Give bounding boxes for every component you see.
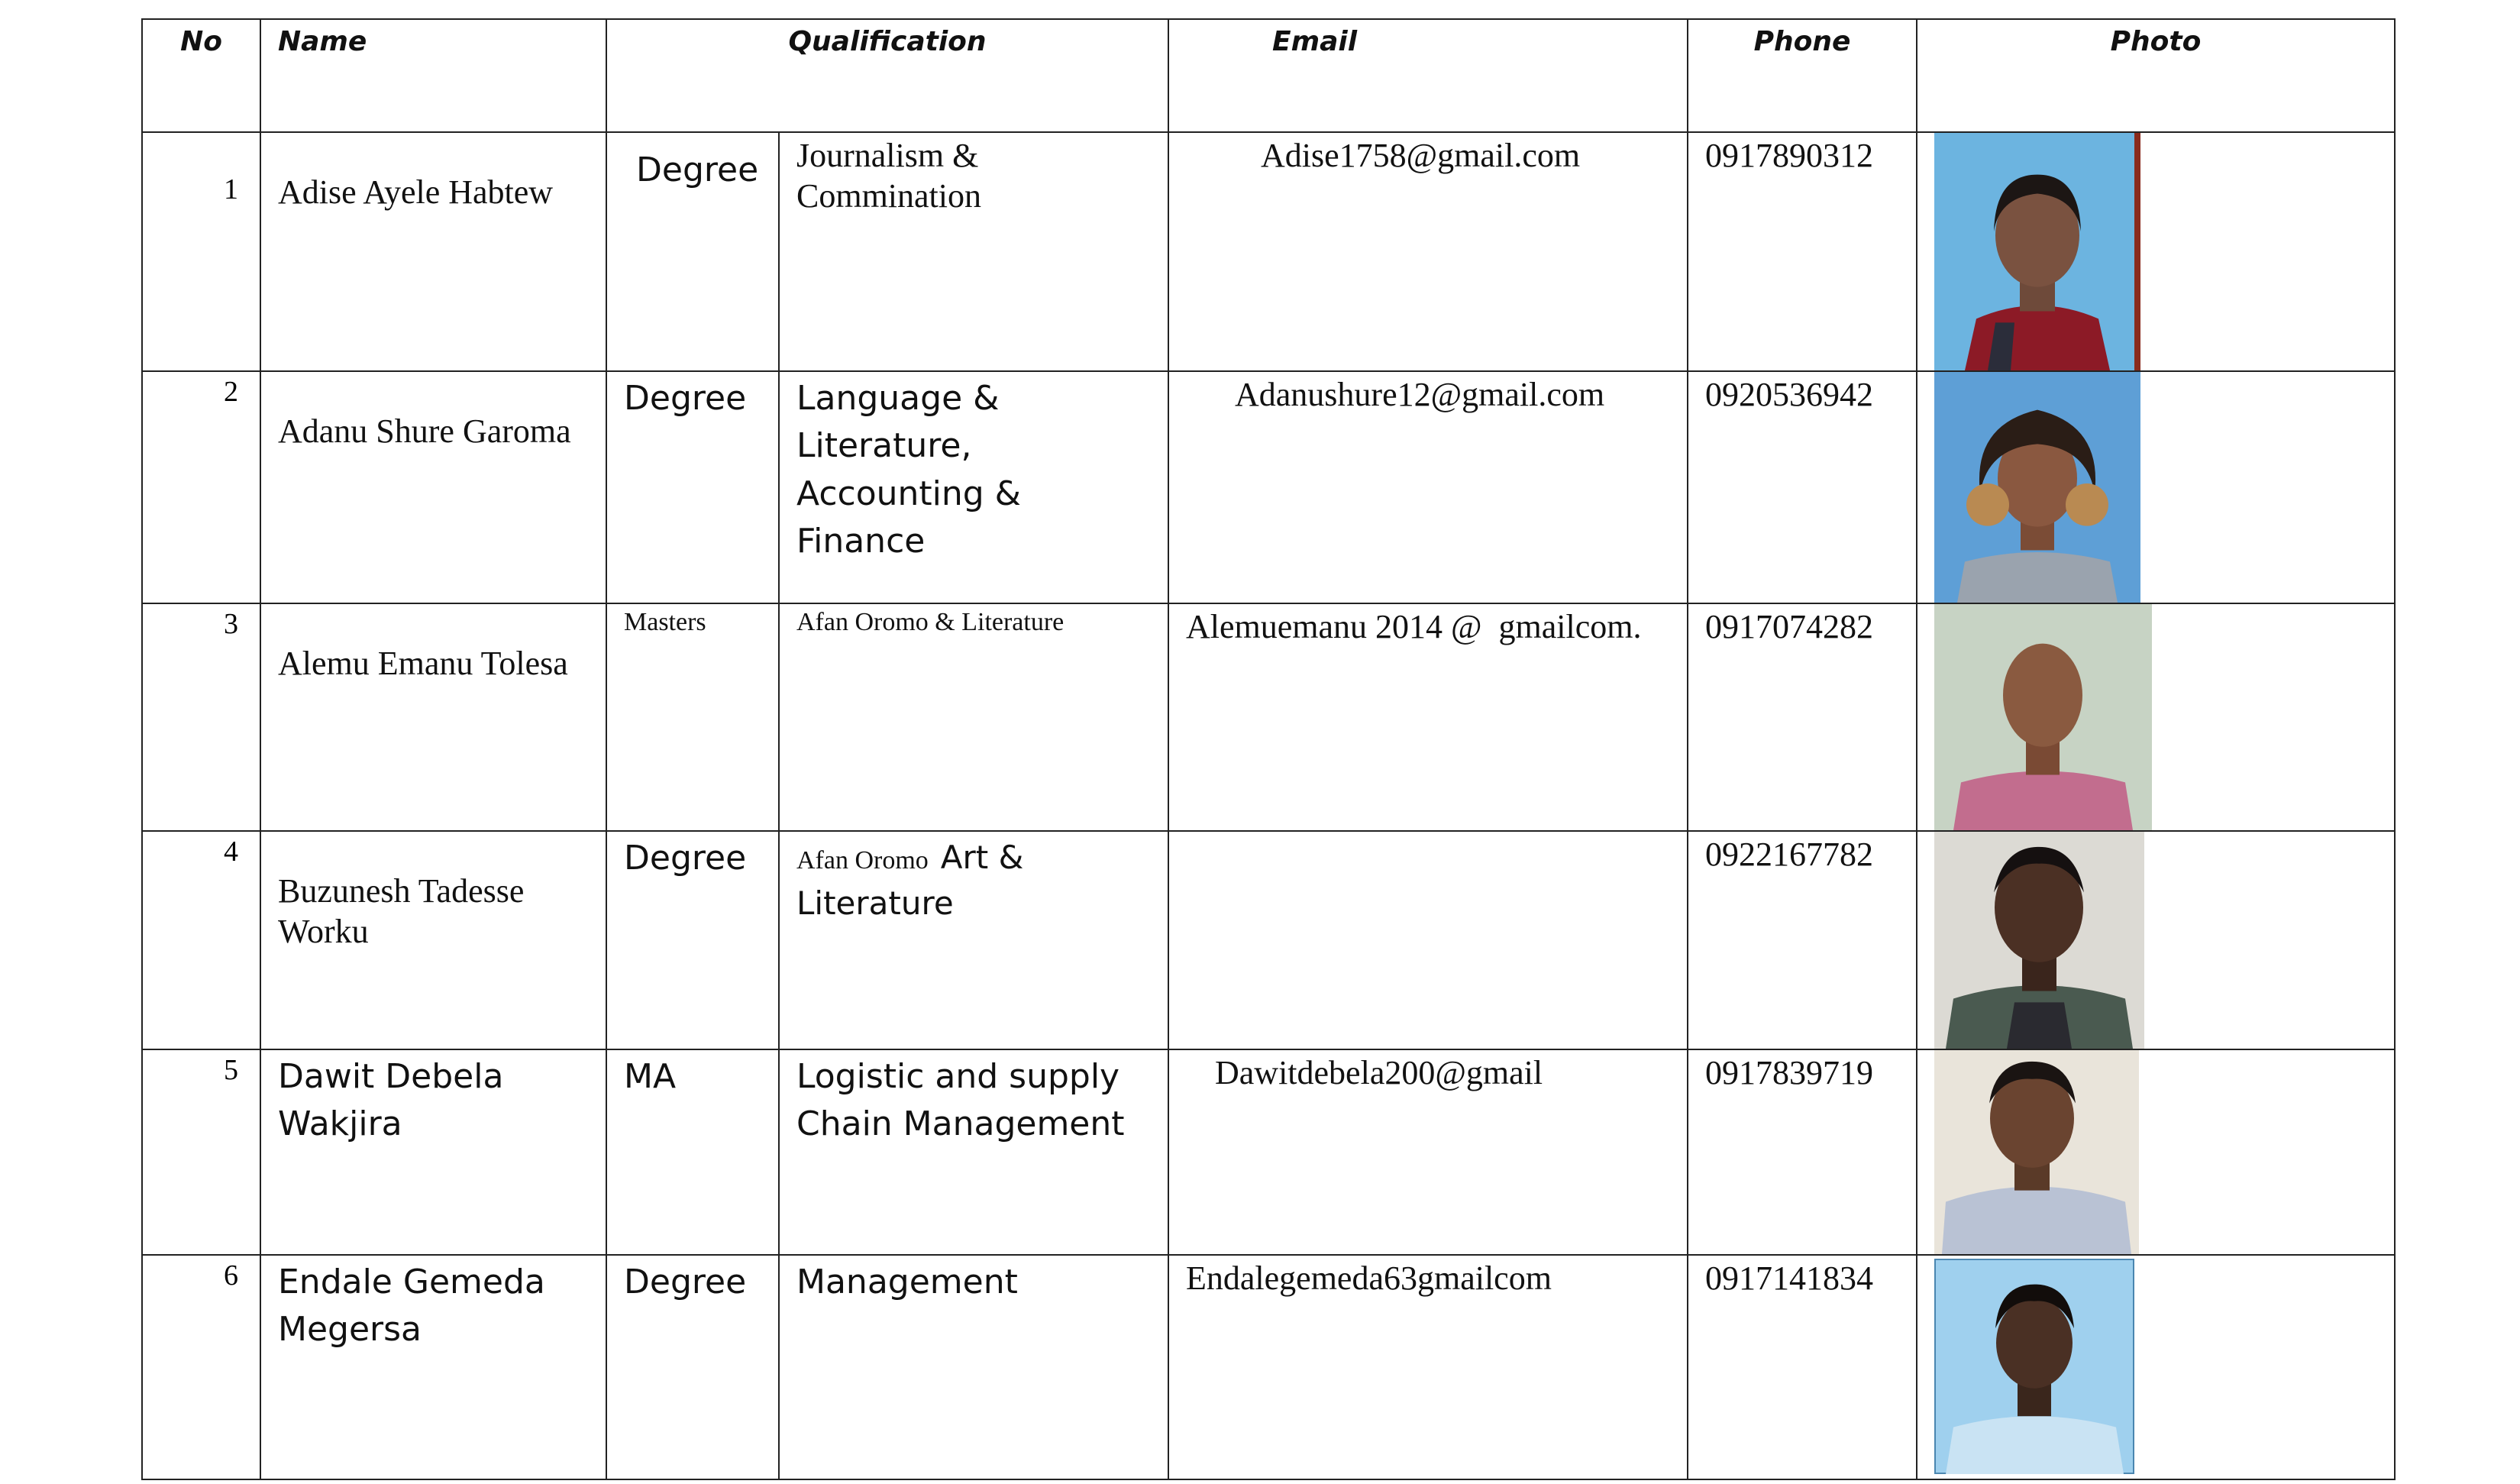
photo-cell bbox=[1917, 831, 2395, 1049]
photo-cell bbox=[1917, 1049, 2395, 1255]
name-cell: Endale Gemeda Megersa bbox=[260, 1255, 606, 1479]
name-cell: Dawit Debela Wakjira bbox=[260, 1049, 606, 1255]
email-cell: Dawitdebela200@gmail bbox=[1168, 1049, 1688, 1255]
portrait-photo bbox=[1934, 372, 2140, 603]
field-cell: Logistic and supply Chain Management bbox=[779, 1049, 1168, 1255]
name-cell: Buzunesh Tadesse Worku bbox=[260, 831, 606, 1049]
table-row bbox=[142, 831, 2395, 1049]
header-phone: Phone bbox=[1688, 19, 1917, 132]
field-cell: Journalism & Commination bbox=[779, 132, 1168, 371]
phone-cell: 0917890312 bbox=[1688, 132, 1917, 371]
level-cell: Degree bbox=[606, 1255, 779, 1479]
field-part: Art & Literature bbox=[796, 839, 1024, 922]
level-cell: Masters bbox=[606, 603, 779, 831]
photo-cell bbox=[1917, 371, 2395, 603]
field-cell: Management bbox=[779, 1255, 1168, 1479]
phone-cell: 0917839719 bbox=[1688, 1049, 1917, 1255]
email-cell: Adanushure12@gmail.com bbox=[1168, 371, 1688, 603]
name-cell: Adise Ayele Habtew bbox=[260, 132, 606, 371]
photo-cell bbox=[1917, 132, 2395, 371]
row-number: 5 bbox=[142, 1049, 260, 1255]
portrait-photo bbox=[1934, 1259, 2134, 1474]
phone-cell: 0917074282 bbox=[1688, 603, 1917, 831]
staff-table bbox=[141, 18, 2396, 1480]
phone-cell: 0920536942 bbox=[1688, 371, 1917, 603]
email-cell bbox=[1168, 831, 1688, 1049]
row-number: 1 bbox=[142, 132, 260, 371]
header-name: Name bbox=[260, 19, 606, 132]
field-cell: Afan Oromo & Literature bbox=[779, 603, 1168, 831]
header-photo: Photo bbox=[1917, 19, 2395, 132]
photo-cell bbox=[1917, 603, 2395, 831]
name-cell: Adanu Shure Garoma bbox=[260, 371, 606, 603]
row-number: 2 bbox=[142, 371, 260, 603]
header-no: No bbox=[142, 19, 260, 132]
table-row bbox=[142, 371, 2395, 603]
header-row bbox=[142, 19, 2395, 132]
table-row bbox=[142, 1255, 2395, 1479]
name-cell: Alemu Emanu Tolesa bbox=[260, 603, 606, 831]
email-cell: Alemuemanu 2014 @ gmailcom. bbox=[1168, 603, 1688, 831]
row-number: 6 bbox=[142, 1255, 260, 1479]
level-cell: Degree bbox=[606, 132, 779, 371]
phone-cell: 0922167782 bbox=[1688, 831, 1917, 1049]
email-cell: Endalegemeda63gmailcom bbox=[1168, 1255, 1688, 1479]
level-cell: MA bbox=[606, 1049, 779, 1255]
field-cell bbox=[779, 831, 1168, 1049]
level-cell: Degree bbox=[606, 371, 779, 603]
header-email: Email bbox=[1168, 19, 1688, 132]
level-cell: Degree bbox=[606, 831, 779, 1049]
header-qualification: Qualification bbox=[606, 19, 1168, 132]
portrait-photo bbox=[1934, 604, 2152, 830]
photo-cell bbox=[1917, 1255, 2395, 1479]
row-number: 3 bbox=[142, 603, 260, 831]
field-cell: Language & Literature, Accounting & Finance bbox=[779, 371, 1168, 603]
table-row bbox=[142, 132, 2395, 371]
table-row bbox=[142, 1049, 2395, 1255]
portrait-photo bbox=[1934, 1050, 2139, 1254]
table-row bbox=[142, 603, 2395, 831]
phone-cell: 0917141834 bbox=[1688, 1255, 1917, 1479]
field-part: Afan Oromo bbox=[796, 846, 929, 875]
portrait-photo bbox=[1934, 832, 2144, 1049]
email-cell: Adise1758@gmail.com bbox=[1168, 132, 1688, 371]
portrait-photo bbox=[1934, 133, 2140, 370]
row-number: 4 bbox=[142, 831, 260, 1049]
